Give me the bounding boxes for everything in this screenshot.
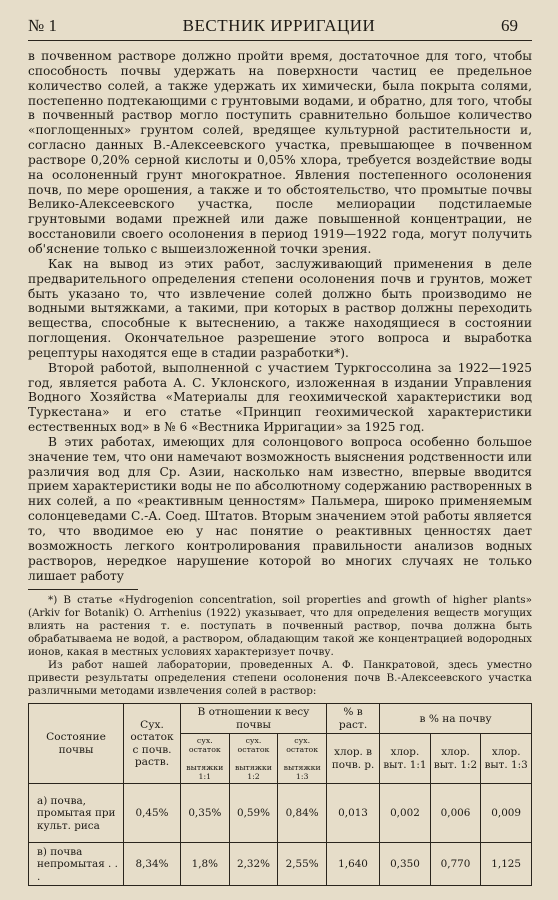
header-w1: сух. остаток вытяжки 1:1: [181, 734, 230, 784]
header-c2: хлор. выт. 1:2: [430, 734, 481, 784]
cell-c1: 0,002: [380, 784, 431, 843]
header-c3: хлор. выт. 1:3: [481, 734, 532, 784]
cell-c2: 0,006: [430, 784, 481, 843]
cell-chlor: 0,013: [326, 784, 379, 843]
page-header: [28, 0, 532, 41]
header-pct-group: % в раст.: [326, 704, 379, 734]
table-row: [29, 843, 532, 886]
cell-w2: 0,59%: [229, 784, 278, 843]
cell-dry: 8,34%: [124, 843, 181, 886]
cell-w3: 2,55%: [278, 843, 327, 886]
header-chlor: хлор. в почв. р.: [326, 734, 379, 784]
cell-c2: 0,770: [430, 843, 481, 886]
cell-w3: 0,84%: [278, 784, 327, 843]
cell-w2: 2,32%: [229, 843, 278, 886]
footnote: [28, 594, 532, 698]
paragraph: Второй работой, выполненной с участием Туркгоссолина за 1922—1925 год, является работа А. С. Уклонского, изложенная в издании Управления Водного Хозяйства «Материалы для геохимической характеристики вод Туркестана» и его статье «Принцип геохимической характеристики естественных вод» в № 6 «Вестника Ирригации» за 1925 год.: [28, 360, 532, 435]
cell-w1: 1,8%: [181, 843, 230, 886]
cell-dry: 0,45%: [124, 784, 181, 843]
table-row: [29, 784, 532, 843]
header-soil-group: в % на почву: [380, 704, 532, 734]
cell-state: а) почва, промытая при культ. риса: [29, 784, 124, 843]
cell-c3: 1,125: [481, 843, 532, 886]
cell-c1: 0,350: [380, 843, 431, 886]
paragraph: в почвенном растворе должно пройти время, достаточное для того, чтобы способность почвы удержать на поверхности частиц ее предельное количество солей, а также удержать их химически, была покрыта солями, постепенно подтекающими с грунтовыми водами, и обратно, для того, чтобы в почвенный раствор могло поступить сравнительно большое количество «поглощенных» грунтом солей, вредящее культурной растительности и, согласно данных В.-Алексеевского участка, превышающее в почвенном растворе 0,20% серной кислоты и 0,05% хлора, требуется воздействие воды на осолоненный грунт многократное. Явления постепенного осолонения почв, по мере орошения, а также и то обстоятельство, что промытые почвы Велико-Алексеевского участка, после мелиорации подстилаемые грунтовыми водами прежней или даже повышенной концентрации, не восстановили своего осолонения в период 1919—1922 года, могут получить об'яснение только с вышеизложенной точки зрения.: [28, 49, 532, 256]
page-number: 69: [501, 16, 518, 35]
cell-chlor: 1,640: [326, 843, 379, 886]
cell-w1: 0,35%: [181, 784, 230, 843]
header-weight-group: В отношении к весу почвы: [181, 704, 327, 734]
header-dry-residue: Сух. остаток с почв. раств.: [124, 704, 181, 784]
header-w3: сух. остаток вытяжки 1:3: [278, 734, 327, 784]
table-header-row: [29, 704, 532, 734]
paragraph: Как на вывод из этих работ, заслуживающий применения в деле предварительного определения степени осолонения почв и грунтов, может быть указано то, что извлечение солей должно быть производимо не водными вытяжками, а такими, при которых в раствор должны переходить вещества, способные к вытеснению, а также находящиеся в состоянии поглощения. Окончательное разрешение этого вопроса и выработка рецептуры находятся еще в стадии разработки*).: [28, 256, 532, 360]
journal-title: ВЕСТНИК ИРРИГАЦИИ: [182, 16, 376, 35]
cell-state: в) почва непромытая . . .: [29, 843, 124, 886]
table-intro-text: Из работ нашей лаборатории, проведенных А. Ф. Панкратовой, здесь уместно привести результаты определения степени осолонения почв В.-Алексеевского участка различными методами извлечения солей в раствор:: [28, 659, 532, 698]
cell-c3: 0,009: [481, 784, 532, 843]
data-table: [28, 703, 532, 886]
issue-number: № 1: [28, 16, 57, 35]
body-text: [28, 49, 532, 583]
footnote-text: *) В статье «Hydrogenion concentration, soil properties and growth of higher plants» (Arkiv for Botanik) O. Arrhenius (1922) указывает, что для определения веществ могущих влиять на растения т. е. поступать в почвенный раствор, почва должна быть обрабатываема не водой, а раствором, обладающим такой же концентрацией водородных ионов, какая в местных условиях характеризует почву.: [28, 594, 532, 659]
footnote-divider: [28, 589, 138, 590]
paragraph: В этих работах, имеющих для солонцового вопроса особенно большое значение тем, что они намечают возможность выяснения родственности или различия вод для Ср. Азии, насколько нам известно, впервые вводится прием характеристики воды не по абсолютному содержанию растворенных в них солей, а по «реактивным ценностям» Пальмера, широко применяемым солонцеведами С.-А. Соед. Штатов. Вторым значением этой работы является то, что вводимое ею у нас понятие о реактивных ценностях дает возможность легкого контролирования правильности анализов водных растворов, нередкое нарушение которой во многих случаях не только лишает работу: [28, 434, 532, 583]
header-c1: хлор. выт. 1:1: [380, 734, 431, 784]
header-state: Состояние почвы: [29, 704, 124, 784]
header-w2: сух. остаток вытяжки 1:2: [229, 734, 278, 784]
